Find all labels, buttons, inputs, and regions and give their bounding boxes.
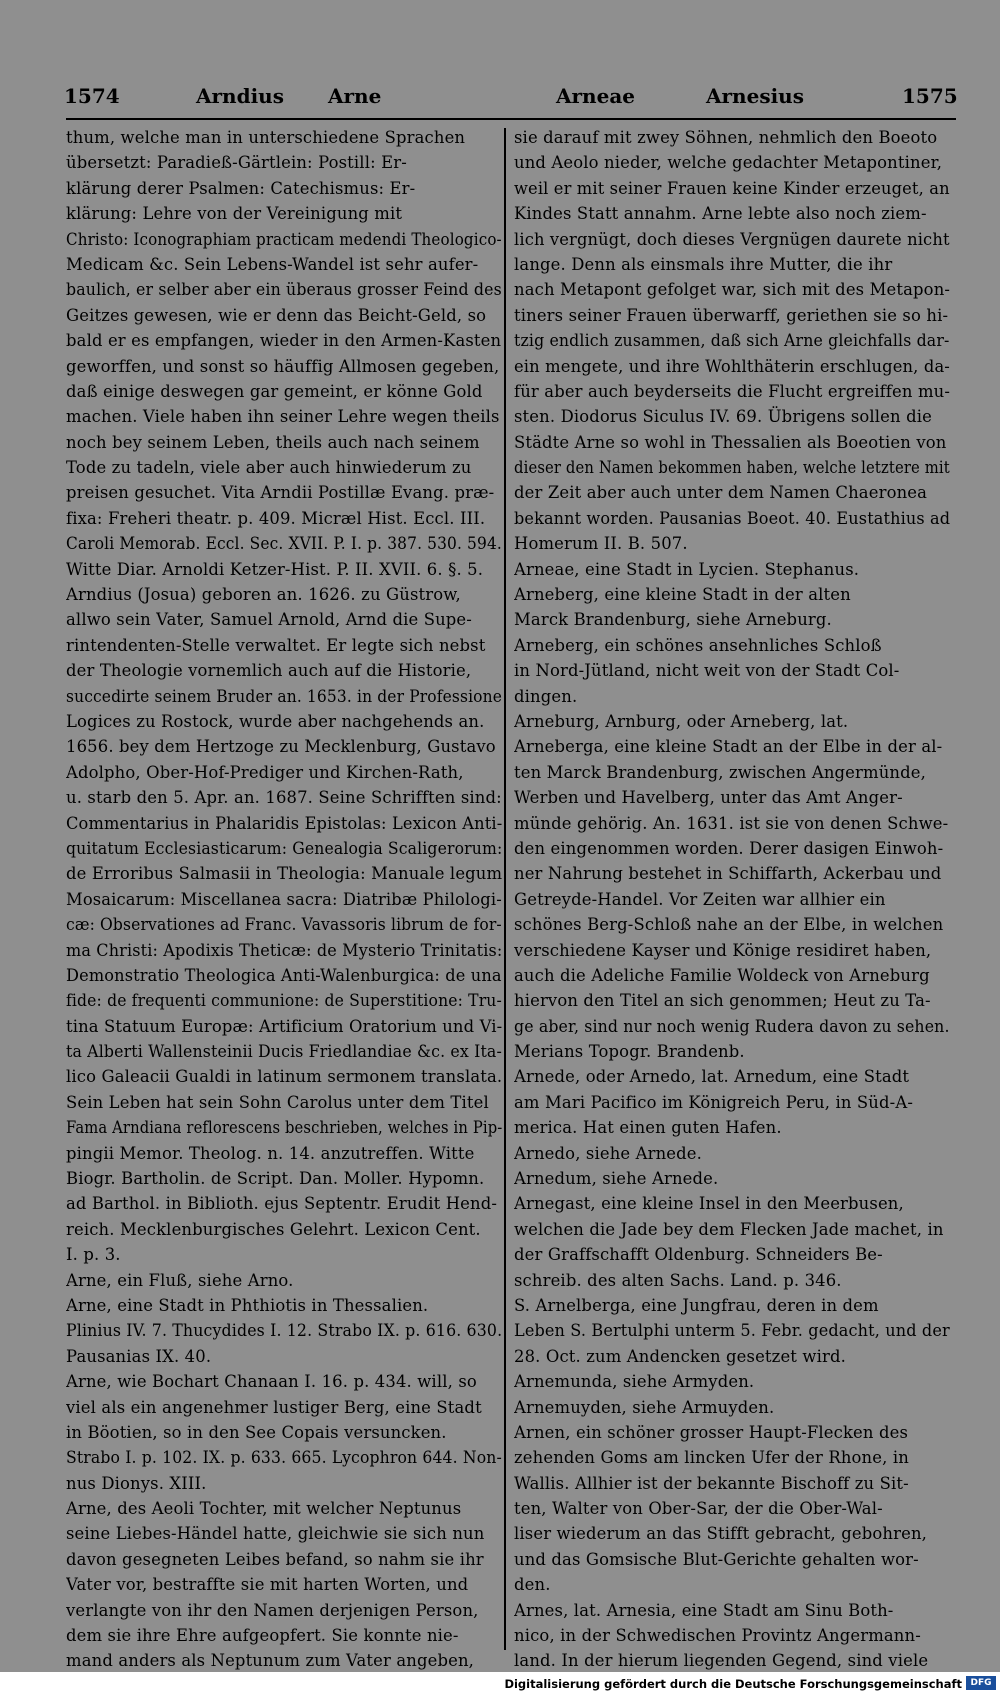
text-line: Arneburg, Arnburg, oder Arneberg, lat. <box>514 711 849 731</box>
text-line: de Erroribus Salmasii in Theologia: Manuale legum <box>66 864 502 884</box>
text-line: klärung derer Psalmen: Catechismus: Er- <box>66 178 416 198</box>
text-line: Demonstratio Theologica Anti-Walenburgica: de una <box>66 965 502 985</box>
column-divider <box>504 128 506 1650</box>
text-line: Fama Arndiana reflorescens beschrieben, welches in Pip- <box>66 1118 503 1138</box>
text-line: pingii Memor. Theolog. n. 14. anzutreffen. Witte <box>66 1143 475 1163</box>
text-line: und das Gomsische Blut-Gerichte gehalten wor- <box>514 1549 919 1569</box>
text-line: Tode zu tadeln, viele aber auch hinwiederum zu <box>66 458 472 478</box>
text-line: Getreyde-Handel. Vor Zeiten war allhier ein <box>514 889 886 909</box>
text-line: seine Liebes-Händel hatte, gleichwie sie sich nun <box>66 1524 485 1544</box>
text-line: auch die Adeliche Familie Woldeck von Arneburg <box>514 965 930 985</box>
text-line: verlangte von ihr den Namen derjenigen Person, <box>66 1600 479 1620</box>
text-line: Städte Arne so wohl in Thessalien als Boeotien von <box>514 432 947 452</box>
text-line: Arneberga, eine kleine Stadt an der Elbe in der al- <box>514 737 943 757</box>
text-line: rintendenten-Stelle verwaltet. Er legte sich nebst <box>66 635 486 655</box>
text-line: übersetzt: Paradieß-Gärtlein: Postill: Er- <box>66 153 407 173</box>
running-head-arnesius: Arnesius <box>706 84 804 108</box>
dfg-logo: DFG <box>966 1676 996 1690</box>
text-line: sie darauf mit zwey Söhnen, nehmlich den Boeoto <box>514 128 938 147</box>
running-head-arndius: Arndius <box>196 84 284 108</box>
text-line: klärung: Lehre von der Vereinigung mit <box>66 204 403 224</box>
text-line: thum, welche man in unterschiedene Sprachen <box>66 128 466 147</box>
text-line: lich vergnügt, doch dieses Vergnügen daurete nicht <box>514 229 950 249</box>
text-line: tzig endlich zusammen, daß sich Arne gleichfalls dar- <box>514 331 950 351</box>
text-line: am Mari Pacifico im Königreich Peru, in Süd-A- <box>514 1092 914 1112</box>
text-line: davon gesegneten Leibes befand, so nahm sie ihr <box>66 1549 484 1569</box>
text-line: lico Galeacii Gualdi in latinum sermonem translata. <box>66 1067 502 1087</box>
text-line: lange. Denn als einsmals ihre Mutter, die ihr <box>514 254 893 274</box>
text-line: und Aeolo nieder, welche gedachter Metapontiner, <box>514 153 943 173</box>
text-line: in Nord-Jütland, nicht weit von der Stadt Col- <box>514 661 900 681</box>
text-line: Logices zu Rostock, wurde aber nachgehends an. <box>66 711 485 731</box>
text-line: mand anders als Neptunum zum Vater angeben, <box>66 1651 475 1671</box>
text-line: Arnegast, eine kleine Insel in den Meerbusen, <box>514 1194 904 1214</box>
text-line: Witte Diar. Arnoldi Ketzer-Hist. P. II. XVII. 6. §. 5. <box>66 559 484 579</box>
text-line: Arnedum, siehe Arnede. <box>514 1169 719 1189</box>
text-line: nus Dionys. XIII. <box>66 1473 207 1493</box>
text-line: land. In der hierum liegenden Gegend, sind viele <box>514 1651 929 1671</box>
text-line: Arneberg, ein schönes ansehnliches Schloß <box>514 635 882 655</box>
text-line: ein mengete, und ihre Wohlthäterin erschlugen, da- <box>514 356 950 376</box>
text-line: Commentarius in Phalaridis Epistolas: Lexicon Anti- <box>66 813 503 833</box>
text-line: der Theologie vornemlich auch auf die Historie, <box>66 661 472 681</box>
text-line: quitatum Ecclesiasticarum: Genealogia Scaligerorum: <box>66 838 503 858</box>
text-line: liser wiederum an das Stifft gebracht, gebohren, <box>514 1524 928 1544</box>
text-line: schönes Berg-Schloß nahe an der Elbe, in welchen <box>514 915 944 935</box>
text-line: zehenden Goms am lincken Ufer der Rhone, in <box>514 1448 909 1468</box>
text-line: dieser den Namen bekommen haben, welche letztere mit <box>514 458 950 478</box>
text-line: in Böotien, so in den See Copais versuncken. <box>66 1422 447 1442</box>
text-line: ner Nahrung bestehet in Schiffarth, Ackerbau und <box>514 864 942 884</box>
text-line: Arnedo, siehe Arnede. <box>514 1143 703 1163</box>
text-line: I. p. 3. <box>66 1245 121 1265</box>
text-line: fixa: Freheri theatr. p. 409. Micræl Hist. Eccl. III. <box>66 508 486 528</box>
text-line: Mosaicarum: Miscellanea sacra: Diatribæ Philologi- <box>66 889 502 909</box>
text-line: preisen gesuchet. Vita Arndii Postillæ Evang. præ- <box>66 483 495 503</box>
text-line: ma Christi: Apodixis Theticæ: de Mysterio Trinitatis: <box>66 940 503 960</box>
text-line: Adolpho, Ober-Hof-Prediger und Kirchen-Rath, <box>66 762 464 782</box>
text-line: reich. Mecklenburgisches Gelehrt. Lexicon Cent. <box>66 1219 481 1239</box>
text-line: Arneberg, eine kleine Stadt in der alten <box>514 585 851 605</box>
text-line: münde gehörig. An. 1631. ist sie von denen Schwe- <box>514 813 949 833</box>
text-line: ta Alberti Wallensteinii Ducis Friedlandiae &c. ex Ita- <box>66 1042 502 1062</box>
funding-credit: Digitalisierung gefördert durch die Deutsche Forschungsgemeinschaft <box>504 1677 962 1691</box>
text-line: Arnede, oder Arnedo, lat. Arnedum, eine Stadt <box>514 1067 910 1087</box>
text-line: fide: de frequenti communione: de Superstitione: Tru- <box>66 991 502 1011</box>
text-line: tina Statuum Europæ: Artificium Oratorium und Vi- <box>66 1016 503 1036</box>
text-line: Biogr. Bartholin. de Script. Dan. Moller. Hypomn. <box>66 1169 485 1189</box>
text-line: verschiedene Kayser und Könige residiret haben, <box>514 940 932 960</box>
text-line: Arndius (Josua) geboren an. 1626. zu Güstrow, <box>66 585 461 605</box>
text-line: für aber auch beyderseits die Flucht ergreiffen mu- <box>514 381 950 401</box>
text-line: daß einige deswegen gar gemeint, er könne Gold <box>66 381 483 401</box>
text-line: allwo sein Vater, Samuel Arnold, Arnd die Supe- <box>66 610 472 630</box>
text-line: succedirte seinem Bruder an. 1653. in der Professione <box>66 686 503 706</box>
text-line: bekannt worden. Pausanias Boeot. 40. Eustathius ad <box>514 508 951 528</box>
text-line: nico, in der Schwedischen Provintz Angermann- <box>514 1626 921 1646</box>
text-line: Arne, des Aeoli Tochter, mit welcher Neptunus <box>66 1499 462 1519</box>
text-line: viel als ein angenehmer lustiger Berg, eine Stadt <box>66 1397 482 1417</box>
header-rule <box>66 118 956 120</box>
text-line: baulich, er selber aber ein überaus grosser Feind des <box>66 280 502 300</box>
text-line: Plinius IV. 7. Thucydides I. 12. Strabo IX. p. 616. 630. <box>66 1321 503 1341</box>
text-line: nach Metapont gefolget war, sich mit des Metapon- <box>514 280 950 300</box>
text-line: bald er es empfangen, wieder in den Armen-Kasten <box>66 331 502 351</box>
text-line: weil er mit seiner Frauen keine Kinder erzeuget, an <box>514 178 950 198</box>
text-line: Arnemunda, siehe Armyden. <box>514 1372 755 1392</box>
text-line: welchen die Jade bey dem Flecken Jade machet, in <box>514 1219 944 1239</box>
text-line: dingen. <box>514 686 578 706</box>
text-line: Medicam &c. Sein Lebens-Wandel ist sehr aufer- <box>66 254 479 274</box>
text-line: Merians Topogr. Brandenb. <box>514 1042 745 1062</box>
text-line: Marck Brandenburg, siehe Arneburg. <box>514 610 832 630</box>
text-line: Kindes Statt annahm. Arne lebte also noch ziem- <box>514 204 927 224</box>
text-line: Pausanias IX. 40. <box>66 1346 212 1366</box>
text-line: Wallis. Allhier ist der bekannte Bischoff zu Sit- <box>514 1473 909 1493</box>
text-line: den. <box>514 1575 551 1595</box>
text-line: Vater vor, bestraffte sie mit harten Worten, und <box>66 1575 469 1595</box>
text-line: Sein Leben hat sein Sohn Carolus unter dem Titel <box>66 1092 489 1112</box>
text-line: Geitzes gewesen, wie er denn das Beicht-Geld, so <box>66 305 487 325</box>
text-line: Arne, wie Bochart Chanaan I. 16. p. 434. will, so <box>66 1372 477 1392</box>
page-number-left: 1574 <box>64 84 120 108</box>
text-line: cæ: Observationes ad Franc. Vavassoris librum de for- <box>66 915 502 935</box>
text-line: geworffen, und sonst so häuffig Allmosen gegeben, <box>66 356 500 376</box>
text-line: Arnemuyden, siehe Armuyden. <box>514 1397 775 1417</box>
text-line: hiervon den Titel an sich genommen; Heut zu Ta- <box>514 991 931 1011</box>
text-line: noch bey seinem Leben, theils auch nach seinem <box>66 432 480 452</box>
text-line: Strabo I. p. 102. IX. p. 633. 665. Lycophron 644. Non- <box>66 1448 502 1468</box>
text-line: sten. Diodorus Siculus IV. 69. Übrigens sollen die <box>514 407 932 427</box>
text-line: Arnes, lat. Arnesia, eine Stadt am Sinu Both- <box>514 1600 894 1620</box>
text-line: Arnen, ein schöner grosser Haupt-Flecken des <box>514 1422 909 1442</box>
text-line: ten, Walter von Ober-Sar, der die Ober-Wal- <box>514 1499 883 1519</box>
text-line: ten Marck Brandenburg, zwischen Angermünde, <box>514 762 926 782</box>
text-line: Arne, ein Fluß, siehe Arno. <box>66 1270 294 1290</box>
text-line: 1656. bey dem Hertzoge zu Mecklenburg, Gustavo <box>66 737 496 757</box>
text-line: merica. Hat einen guten Hafen. <box>514 1118 782 1138</box>
text-line: tiners seiner Frauen überwarff, geriethen sie so hi- <box>514 305 949 325</box>
text-line: S. Arnelberga, eine Jungfrau, deren in dem <box>514 1295 879 1315</box>
left-column <box>66 125 502 1672</box>
text-line: 28. Oct. zum Andencken gesetzet wird. <box>514 1346 846 1366</box>
running-head-arne: Arne <box>328 84 382 108</box>
running-head-arneae: Arneae <box>556 84 636 108</box>
right-column <box>514 125 950 1672</box>
text-line: schreib. des alten Sachs. Land. p. 346. <box>514 1270 842 1290</box>
text-line: Caroli Memorab. Eccl. Sec. XVII. P. I. p. 387. 530. 594. <box>66 534 502 554</box>
text-line: Arne, eine Stadt in Phthiotis in Thessalien. <box>66 1295 429 1315</box>
text-line: ad Barthol. in Biblioth. ejus Septentr. Erudit Hend- <box>66 1194 498 1214</box>
text-line: Leben S. Bertulphi unterm 5. Febr. gedacht, und der <box>514 1321 950 1341</box>
text-line: den eingenommen worden. Derer dasigen Einwoh- <box>514 838 944 858</box>
text-line: Christo: Iconographiam practicam medendi Theologico- <box>66 229 502 249</box>
text-line: dem sie ihre Ehre aufgeopfert. Sie konnte nie- <box>66 1626 459 1646</box>
text-line: Werben und Havelberg, unter das Amt Anger- <box>514 788 903 808</box>
page-number-right: 1575 <box>902 84 958 108</box>
text-line: der Zeit aber auch unter dem Namen Chaeronea <box>514 483 928 503</box>
text-line: machen. Viele haben ihn seiner Lehre wegen theils <box>66 407 500 427</box>
text-line: u. starb den 5. Apr. an. 1687. Seine Schrifften sind: <box>66 788 502 808</box>
text-line: der Graffschafft Oldenburg. Schneiders Be- <box>514 1245 883 1265</box>
text-line: ge aber, sind nur noch wenig Rudera davon zu sehen. <box>514 1016 950 1036</box>
text-line: Arneae, eine Stadt in Lycien. Stephanus. <box>514 559 860 579</box>
text-line: Homerum II. B. 507. <box>514 534 688 554</box>
